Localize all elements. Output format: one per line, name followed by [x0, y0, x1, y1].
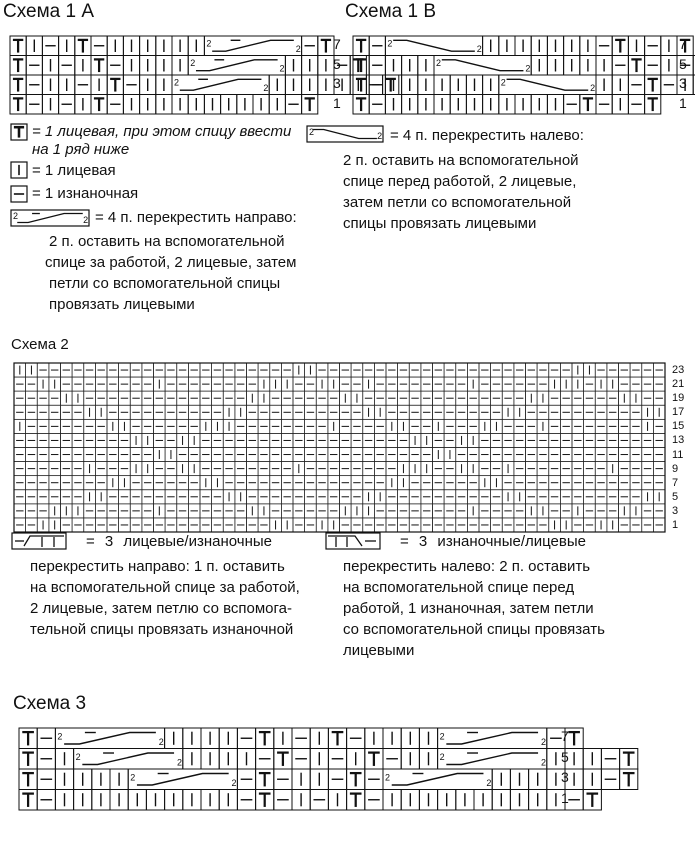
row-number-1b-7: 7 [679, 36, 687, 52]
cable-number: 2 [436, 58, 442, 69]
scheme-2-title: Схема 2 [11, 336, 69, 353]
scheme-1b-title: Схема 1 В [345, 1, 437, 22]
row-number-2: 5 [672, 490, 679, 503]
legend-cross-left-box [307, 126, 383, 142]
desc-line: 2 лицевые, затем петлю со вспомога- [30, 600, 293, 617]
cable-cell [438, 749, 547, 770]
cable-number: 2 [83, 215, 89, 226]
cable-line [17, 214, 83, 223]
desc-line: перекрестить налево: 2 п. оставить [343, 558, 591, 575]
cable-cell [188, 56, 285, 76]
cable-line [446, 733, 538, 744]
cable-cell [55, 728, 164, 749]
desc-line: перекрестить направо: 1 п. оставить [30, 558, 285, 575]
cable-line [393, 40, 475, 51]
cable-number: 2 [439, 751, 445, 762]
cable-line [180, 79, 262, 90]
cable-number: 2 [75, 751, 81, 762]
cable-cell [383, 769, 492, 790]
row-number-1b-1: 1 [679, 95, 687, 111]
cable-line [392, 774, 484, 785]
cable-number: 2 [176, 757, 182, 768]
cable-number: 2 [190, 58, 196, 69]
legend2-cross-line [328, 536, 362, 546]
legend-special-knit-text-b: на 1 ряд ниже [32, 141, 130, 158]
desc-line: на вспомогательной спице перед [343, 579, 575, 596]
cable-number: 2 [231, 777, 237, 788]
row-number-3-5: 5 [561, 749, 569, 765]
row-number-3-1: 1 [561, 790, 569, 806]
cable-number: 2 [13, 210, 19, 221]
desc-line: тельной спицы провязать изнаночной [30, 621, 294, 638]
row-number-1b-5: 5 [679, 56, 687, 72]
desc-line: работой, 1 изнаночная, затем петли [343, 600, 594, 617]
desc-line: провязать лицевыми [49, 296, 195, 313]
desc-line: 2 п. оставить на вспомогательной [343, 152, 579, 169]
cable-number: 2 [279, 63, 285, 74]
desc-line: 2 п. оставить на вспомогательной [49, 233, 285, 250]
row-number-2: 15 [672, 420, 685, 433]
legend-cross-right-box [11, 210, 89, 226]
cable-number: 2 [525, 63, 531, 74]
cable-number: 2 [500, 77, 506, 88]
cable-cell [74, 749, 183, 770]
cable-number: 2 [130, 772, 136, 783]
cable-number: 2 [263, 82, 269, 93]
cable-number: 2 [590, 82, 596, 93]
desc-line: спице перед работой, 2 лицевые, [343, 173, 577, 190]
legend-knit-text: = 1 лицевая [32, 162, 116, 179]
cable-number: 2 [158, 736, 164, 747]
scheme-1a-title: Схема 1 А [3, 1, 95, 22]
legend-purl-text: = 1 изнаночная [32, 185, 139, 202]
row-number-2: 1 [672, 518, 679, 531]
cable-line [196, 60, 278, 71]
row-number-1a-3: 3 [333, 75, 341, 91]
desc-line: спицы провязать лицевыми [343, 215, 537, 232]
cable-number: 2 [476, 43, 482, 54]
row-number-2: 21 [672, 378, 685, 391]
legend2-cross-left-head: = 3 изнаночные/лицевые [400, 533, 586, 550]
scheme-3-title: Схема 3 [13, 693, 87, 714]
legend2-cross-left-desc [343, 556, 643, 661]
cable-number: 2 [377, 131, 383, 142]
row-number-2: 11 [672, 448, 684, 461]
row-number-2: 13 [672, 434, 685, 447]
row-number-2: 7 [672, 476, 679, 489]
row-number-2: 3 [672, 504, 679, 517]
legend-special-knit-text-a: = 1 лицевая, при этом спицу ввести [32, 123, 292, 140]
cable-number: 2 [540, 736, 546, 747]
scheme-2-chart [14, 363, 665, 532]
cable-cell [499, 75, 596, 95]
cable-line [446, 753, 538, 764]
cable-cell [385, 36, 482, 56]
cable-line [137, 774, 229, 785]
cable-line [82, 753, 174, 764]
cable-line [442, 60, 524, 71]
cable-line [64, 733, 156, 744]
cable-number: 2 [174, 77, 180, 88]
row-number-2: 23 [672, 364, 685, 376]
cable-cell [434, 56, 531, 76]
row-number-1a-1: 1 [333, 95, 341, 111]
row-number-1a-5: 5 [333, 56, 341, 72]
row-number-3-7: 7 [561, 728, 569, 744]
cable-number: 2 [57, 731, 63, 742]
cable-line [313, 130, 377, 139]
cable-cell [438, 728, 547, 749]
row-number-1b-3: 3 [679, 75, 687, 91]
cable-number: 2 [206, 38, 212, 49]
cable-number: 2 [439, 731, 445, 742]
desc-line: петли со вспомогательной спицы [49, 275, 281, 292]
cable-number: 2 [309, 126, 315, 137]
legend-cross-right-desc [45, 231, 305, 315]
scheme-3-chart [19, 728, 638, 810]
row-number-2: 9 [672, 462, 679, 475]
cable-line [507, 79, 589, 90]
row-number-1a-7: 7 [333, 36, 341, 52]
legend2-cross-line [24, 536, 64, 546]
desc-line: спице за работой, 2 лицевые, затем [45, 254, 297, 271]
scheme-1b-chart [353, 36, 695, 114]
cable-number: 2 [387, 38, 393, 49]
cable-cell [128, 769, 237, 790]
legend2-cross-right-head: = 3 лицевые/изнаночные [86, 533, 272, 550]
cable-cell [204, 36, 301, 56]
row-number-2: 19 [672, 392, 685, 405]
legend-cross-left-desc [343, 150, 643, 234]
cable-cell [172, 75, 269, 95]
row-number-3-3: 3 [561, 769, 569, 785]
desc-line: со вспомогательной спицы провязать [343, 621, 605, 638]
cable-line [212, 40, 294, 51]
cable-number: 2 [295, 43, 301, 54]
desc-line: на вспомогательной спице за работой, [30, 579, 300, 596]
legend-cross-right-head: = 4 п. перекрестить направо: [95, 209, 297, 226]
cable-number: 2 [540, 757, 546, 768]
legend-cross-left-head: = 4 п. перекрестить налево: [390, 127, 584, 144]
row-number-2: 17 [672, 406, 685, 419]
cable-number: 2 [486, 777, 492, 788]
desc-line: затем петли со вспомогательной [343, 194, 572, 211]
desc-line: лицевыми [343, 642, 415, 659]
legend2-cross-right-desc [30, 556, 320, 640]
cable-number: 2 [385, 772, 391, 783]
